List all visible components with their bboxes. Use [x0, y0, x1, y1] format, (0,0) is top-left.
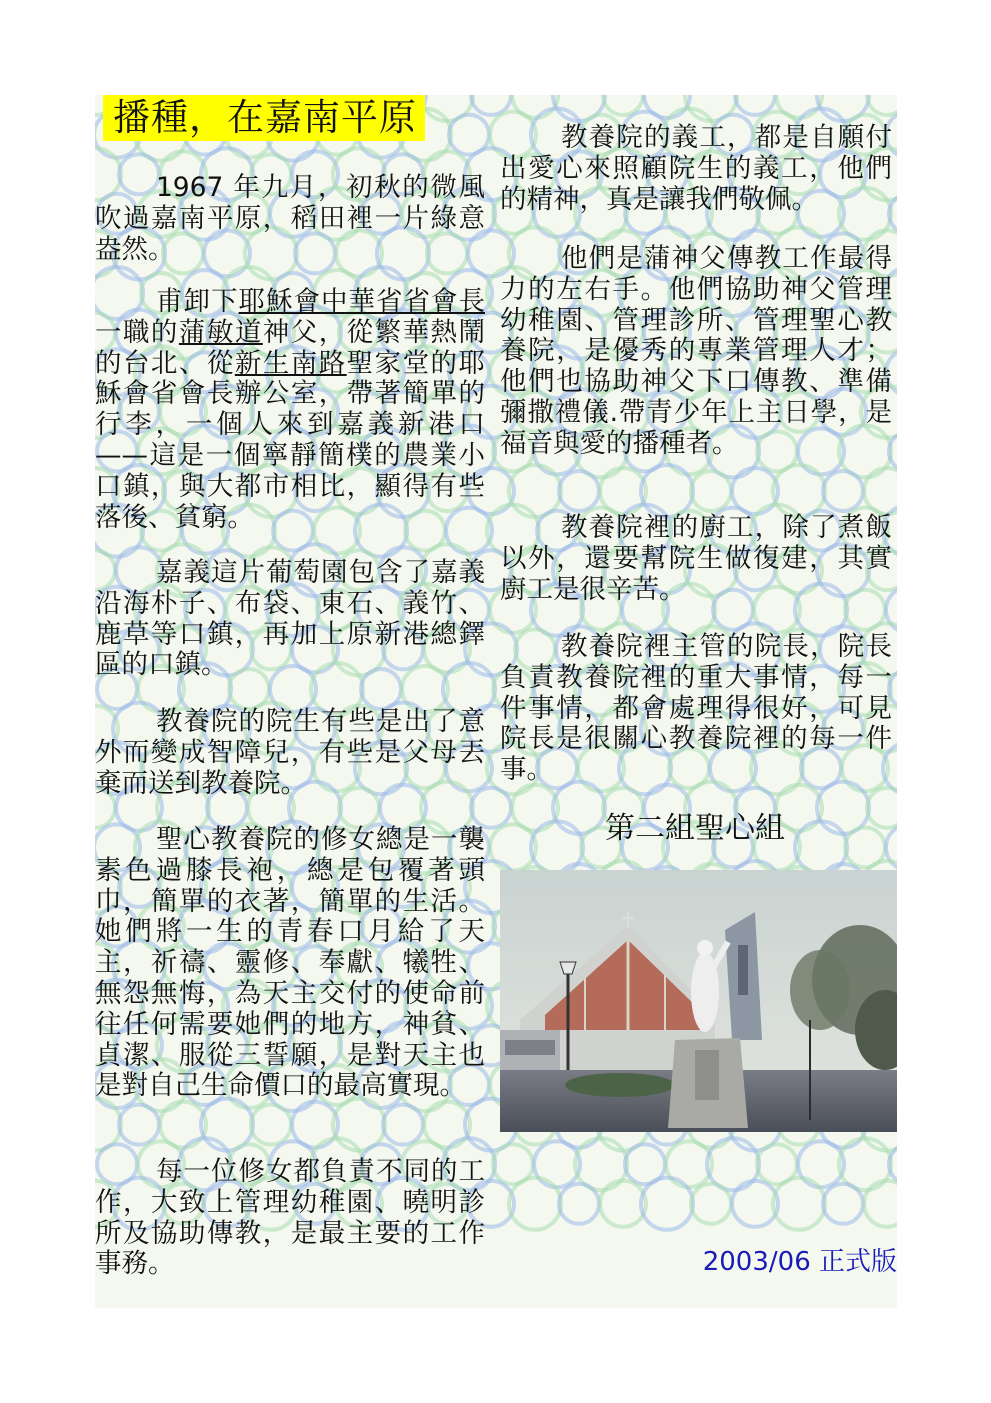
underlined-term-road: 新生南路: [234, 347, 347, 379]
text-segment: 甫卸下: [155, 286, 239, 317]
group-caption: 第二組聖心組: [605, 811, 785, 846]
text-segment: 神父，從繁華熱鬧的台北、從: [95, 316, 486, 379]
church-photo: [500, 870, 897, 1132]
paragraph-kitchen-workers: 教養院裡的廚工，除了煮飯以外，還要幫院生做復建，其實廚工是很辛苦。: [500, 512, 892, 605]
paragraph-volunteers: 教養院的義工，都是自願付出愛心來照顧院生的義工，他們的精神，真是讓我們敬佩。: [500, 122, 892, 215]
paragraph-vineyard: 嘉義這片葡萄園包含了嘉義沿海朴子、布袋、東石、義竹、鹿草等口鎮，再加上原新港總鐸區的口鎮。: [95, 557, 485, 681]
paragraph-father-arrival: [95, 287, 485, 533]
text-segment: 聖家堂的耶穌會省會長辦公室，帶著簡單的行李，一個人來到嘉義新港口——這是一個寧靜簡樸的農業小口鎮，與大都市相比，顯得有些落後、貧窮。: [95, 347, 486, 533]
paragraph-helpers: 他們是蒲神父傳教工作最得力的左右手。他們協助神父管理幼稚園、管理診所、管理聖心教養院，是優秀的專業管理人才；他們也協助神父下口傳教、準備彌撒禮儀.帶青少年上主日學，是福音與愛的播種者。: [500, 243, 892, 459]
paragraph-residents: 教養院的院生有些是出了意外而變成智障兒，有些是父母丟棄而送到教養院。: [95, 706, 485, 799]
paragraph-sisters: 聖心教養院的修女總是一襲素色過膝長袍，總是包覆著頭巾，簡單的衣著，簡單的生活。她們將一生的青春口月給了天主，祈禱、靈修、奉獻、犧牲、無怨無悔，為天主交付的使命前往任何需要她們的地方，神貧、貞潔、服從三誓願，是對天主也是對自己生命價口的最高實現。: [95, 824, 485, 1102]
page-title: 播種，在嘉南平原: [103, 95, 425, 141]
underlined-term-office: 耶穌會中華省省會長: [238, 286, 486, 317]
underlined-term-priest-name: 蒲敏道: [178, 316, 263, 348]
text-segment: 一職的: [95, 316, 179, 348]
paragraph-sisters-work: 每一位修女都負責不同的工作，大致上管理幼稚園、曉明診所及協助傳教，是最主要的工作事務。: [95, 1156, 485, 1280]
paragraph-director: 教養院裡主管的院長，院長負責教養院裡的重大事情，每一件事情，都會處理得很好，可見院長是很關心教養院裡的每一件事。: [500, 631, 892, 786]
paragraph-autumn: 1967 年九月，初秋的微風吹過嘉南平原，稻田裡一片綠意盎然。: [95, 172, 485, 265]
edition-label: 2003/06 正式版: [702, 1247, 897, 1277]
newsletter-sheet: [95, 95, 897, 1308]
